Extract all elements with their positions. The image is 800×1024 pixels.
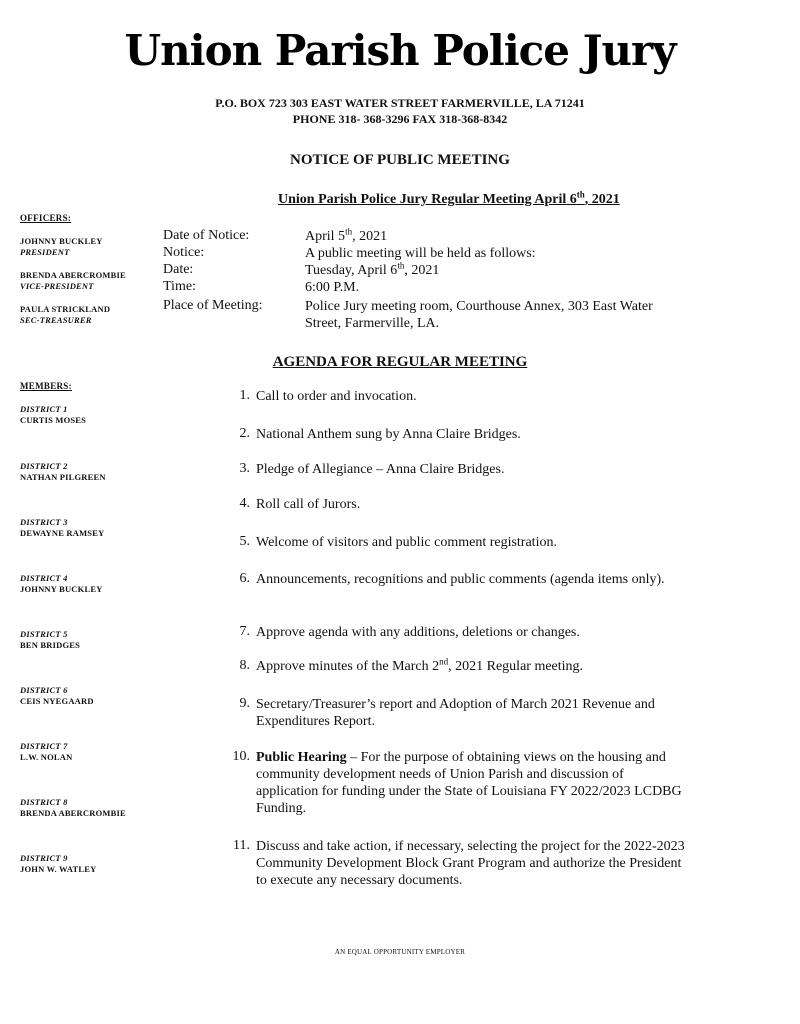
members-heading: MEMBERS: xyxy=(20,381,72,391)
date-of-notice-label: Date of Notice: xyxy=(163,228,250,243)
officer-entry: PAULA STRICKLAND SEC-TREASURER xyxy=(20,304,111,325)
member-entry: DISTRICT 6 CEIS NYEGAARD xyxy=(20,685,94,706)
agenda-item-text: Roll call of Jurors. xyxy=(256,497,361,512)
place-value: Police Jury meeting room, Courthouse Annex, 303 East Water Street, Farmerville, LA. xyxy=(305,299,653,331)
agenda-heading: AGENDA FOR REGULAR MEETING xyxy=(272,354,528,370)
date-value: Tuesday, April 6th, 2021 xyxy=(305,260,440,278)
agenda-item-text: Public Hearing – For the purpose of obtaining views on the housing and community development needs of Union Parish and discussion of application for funding under the State of Louisiana FY 2022/2023 LCDBG Funding. xyxy=(256,750,682,816)
phone-line: PHONE 318- 368-3296 FAX 318-368-8342 xyxy=(292,112,508,126)
place-label: Place of Meeting: xyxy=(163,298,263,313)
member-entry: DISTRICT 1 CURTIS MOSES xyxy=(20,404,87,425)
agenda-item-number: 3. xyxy=(239,461,250,476)
notice-label: Notice: xyxy=(163,245,205,260)
agenda-item-number: 4. xyxy=(239,496,250,511)
agenda-item-number: 6. xyxy=(239,571,250,586)
agenda-item-text: Discuss and take action, if necessary, selecting the project for the 2022-2023 Community Development Block Grant Program and authorize the President to execute any necessary documents. xyxy=(256,839,685,888)
page-title: Union Parish Police Jury xyxy=(124,26,676,75)
agenda-item-number: 7. xyxy=(239,624,250,639)
footer-text: AN EQUAL OPPORTUNITY EMPLOYER xyxy=(334,948,466,956)
officer-entry: JOHNNY BUCKLEY PRESIDENT xyxy=(20,236,103,257)
officers-heading: OFFICERS: xyxy=(20,213,72,223)
agenda-item-number: 9. xyxy=(239,696,250,711)
notice-value: A public meeting will be held as follows: xyxy=(305,246,536,261)
member-entry: DISTRICT 3 DEWAYNE RAMSEY xyxy=(20,517,105,538)
agenda-item-text: Call to order and invocation. xyxy=(256,389,417,404)
agenda-item-number: 11. xyxy=(233,838,250,853)
notice-heading: NOTICE OF PUBLIC MEETING xyxy=(290,152,510,168)
officer-entry: BRENDA ABERCROMBIE VICE-PRESIDENT xyxy=(20,270,126,291)
member-entry: DISTRICT 5 BEN BRIDGES xyxy=(20,629,81,650)
agenda-item-number: 2. xyxy=(239,426,250,441)
agenda-item-number: 1. xyxy=(239,388,250,403)
meeting-heading: Union Parish Police Jury Regular Meeting April 6th, 2021 xyxy=(278,189,620,207)
date-of-notice-value: April 5th, 2021 xyxy=(305,226,388,244)
date-label: Date: xyxy=(163,262,194,277)
agenda-item-text: Pledge of Allegiance – Anna Claire Bridges. xyxy=(256,462,505,477)
member-entry: DISTRICT 8 BRENDA ABERCROMBIE xyxy=(20,797,126,818)
agenda-item-text: Approve minutes of the March 2nd, 2021 Regular meeting. xyxy=(256,656,584,674)
agenda-item-text: Approve agenda with any additions, deletions or changes. xyxy=(256,625,580,640)
address-line: P.O. BOX 723 303 EAST WATER STREET FARMERVILLE, LA 71241 xyxy=(215,96,585,110)
agenda-item-text: Announcements, recognitions and public comments (agenda items only). xyxy=(256,572,665,587)
agenda-item-number: 10. xyxy=(232,749,250,764)
agenda-item-text: Welcome of visitors and public comment registration. xyxy=(256,535,557,550)
agenda-item-text: Secretary/Treasurer’s report and Adoption of March 2021 Revenue and Expenditures Report. xyxy=(256,697,655,729)
member-entry: DISTRICT 2 NATHAN PILGREEN xyxy=(20,461,106,482)
member-entry: DISTRICT 7 L.W. NOLAN xyxy=(20,741,73,762)
time-label: Time: xyxy=(163,279,196,294)
time-value: 6:00 P.M. xyxy=(305,280,360,295)
member-entry: DISTRICT 4 JOHNNY BUCKLEY xyxy=(20,573,103,594)
agenda-item-number: 8. xyxy=(239,658,250,673)
agenda-item-number: 5. xyxy=(239,534,250,549)
member-entry: DISTRICT 9 JOHN W. WATLEY xyxy=(20,853,97,874)
agenda-item-text: National Anthem sung by Anna Claire Bridges. xyxy=(256,427,521,442)
